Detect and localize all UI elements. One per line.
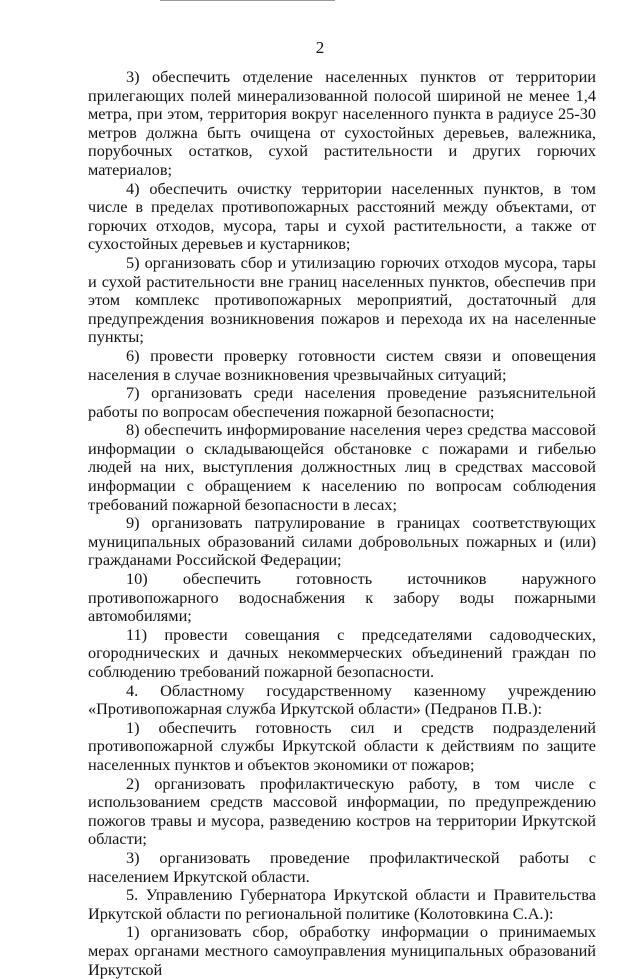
section-5-item-1: 1) организовать сбор, обработку информации о принимаемых мерах органами местного самоуправления муниципальных образований Иркутской: [88, 922, 596, 979]
paragraph-7-explanatory-work: 7) организовать среди населения проведение разъяснительной работы по вопросам обеспечения пожарной безопасности;: [88, 383, 596, 421]
top-edge-line: [160, 0, 335, 1]
paragraph-4-cleaning: 4) обеспечить очистку территории населенных пунктов, в том числе в пределах противопожарных расстояний между объектами, от горючих отходов, мусора, тары и сухой растительности, а также от сухостойных деревьев и кустарников;: [88, 178, 596, 254]
paragraph-6-communication-check: 6) провести проверку готовности систем связи и оповещения населения в случае возникновения чрезвычайных ситуаций;: [88, 345, 596, 384]
section-4-item-2: 2) организовать профилактическую работу, в том числе с использованием средств массовой информации, по предупреждению пожогов травы и мусора, разведению костров на территории Иркутской области;: [88, 773, 596, 849]
section-5-governor-office: 5. Управлению Губернатора Иркутской области и Правительства Иркутской области по региональной политике (Колотовкина С.А.):: [88, 885, 596, 923]
page-number: 2: [315, 38, 325, 57]
section-4-fire-service: 4. Областному государственному казенному учреждению «Противопожарная служба Иркутской области» (Педранов П.В.):: [88, 680, 596, 719]
paragraph-5-waste-disposal: 5) организовать сбор и утилизацию горючих отходов мусора, тары и сухой растительности вне границ населенных пунктов, обеспечив при этом комплекс противопожарных мероприятий, достаточный для предупреждения возникновения пожаров и перехода их на населенные пункты;: [88, 252, 596, 347]
paragraph-9-patrolling: 9) организовать патрулирование в границах соответствующих муниципальных образований силами добровольных пожарных и (или) гражданами Российской Федерации;: [88, 513, 596, 570]
paragraph-8-media-informing: 8) обеспечить информирование населения через средства массовой информации о складывающейся обстановке с пожарами и гибелью людей на них, выступления должностных лиц в средствах массовой информации с обращением к населению по вопросам соблюдения требований пожарной безопасности в лесах;: [88, 420, 596, 514]
paragraph-11-meetings: 11) провести совещания с председателями садоводческих, огороднических и дачных некоммерческих объединений граждан по соблюдению требований пожарной безопасности.: [88, 624, 596, 681]
section-4-item-3: 3) организовать проведение профилактической работы с населением Иркутской области.: [88, 847, 596, 886]
section-4-item-1: 1) обеспечить готовность сил и средств подразделений противопожарной службы Иркутской области к действиям по защите населенных пунктов и объектов экономики от пожаров;: [88, 717, 596, 774]
document-body: [88, 68, 596, 979]
paragraph-10-water-supply: 10) обеспечить готовность источников наружного противопожарного водоснабжения к забору воды пожарными автомобилями;: [88, 569, 596, 626]
paragraph-3-separation: 3) обеспечить отделение населенных пунктов от территории прилегающих полей минерализованной полосой шириной не менее 1,4 метра, при этом, территория вокруг населенного пункта в радиусе 25-30 метров должна быть очищена от сухостойных деревьев, валежника, порубочных остатков, сухой растительности и других горючих материалов;: [88, 67, 596, 179]
